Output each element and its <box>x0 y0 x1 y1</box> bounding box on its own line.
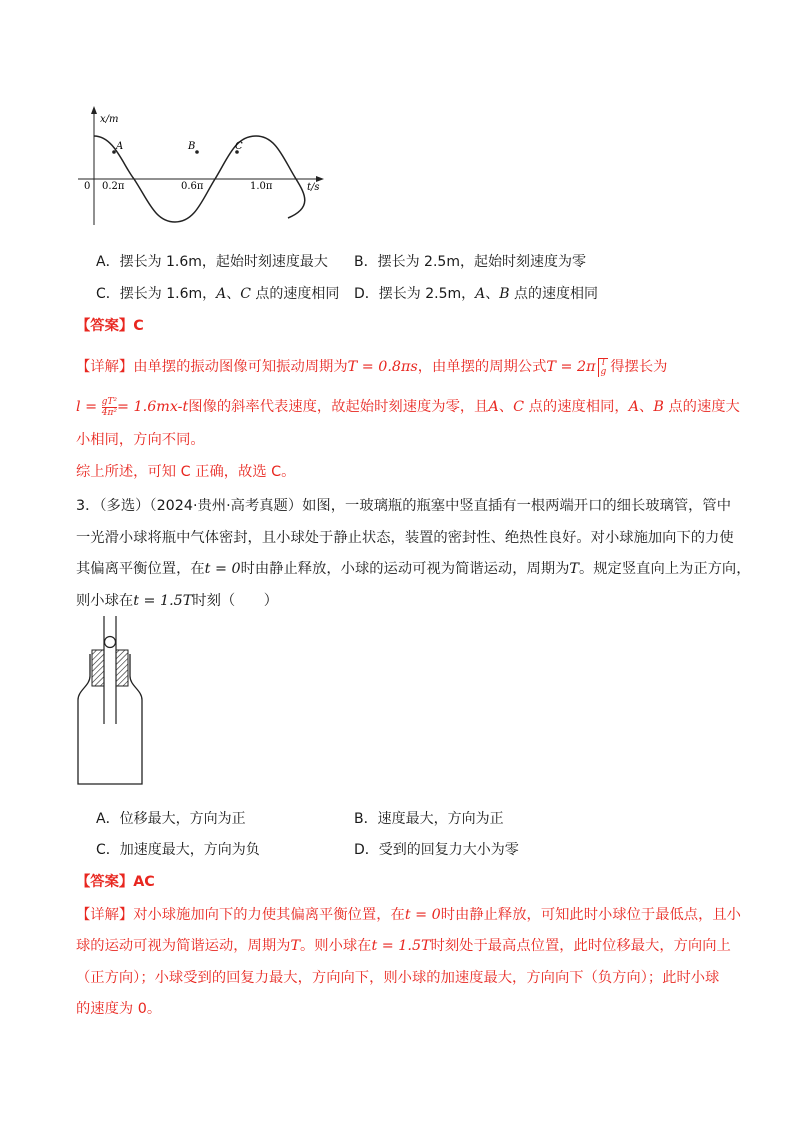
q3-detail-line-4: 的速度为 0。 <box>76 1001 162 1017</box>
origin-label: 0 <box>84 181 91 192</box>
q2-summary: 综上所述，可知 C 正确，故选 C。 <box>76 464 296 480</box>
x-axis-label: t/s <box>307 182 320 193</box>
q3-answer: 【答案】AC <box>76 874 155 890</box>
vibration-graph <box>70 100 330 225</box>
point-label-a: A <box>116 141 124 152</box>
q3-option-b: B．速度最大，方向为正 <box>354 811 504 827</box>
fraction-gT2-4pi2: $\frac{\text{gT²}}{\text{4π²}}$ <box>101 396 118 418</box>
q3-option-a: A．位移最大，方向为正 <box>96 811 246 827</box>
q2-option-b: B．摆长为 2.5m，起始时刻速度为零 <box>354 254 586 270</box>
sqrt-l-over-g: l g <box>598 358 609 377</box>
point-b <box>195 150 199 154</box>
q3-stem-line-4: 则小球在t = 1.5T时刻（ ） <box>76 593 279 609</box>
tick-label-1.0pi: 1.0π <box>250 181 273 192</box>
q2-option-d: D．摆长为 2.5m，A、B 点的速度相同 <box>354 286 599 302</box>
point-label-b: B <box>188 141 196 152</box>
q2-option-a: A．摆长为 1.6m，起始时刻速度最大 <box>96 254 328 270</box>
q2-detail-line-1: 【详解】由单摆的振动图像可知振动周期为T = 0.8πs，由单摆的周期公式T = 2π l g 得摆长为 <box>76 357 668 377</box>
bottle-figure <box>70 614 150 786</box>
q3-option-c: C．加速度最大，方向为负 <box>96 842 260 858</box>
q3-stem-line-2: 一光滑小球将瓶中气体密封，且小球处于静止状态，装置的密封性、绝热性良好。对小球施加向下的力使 <box>76 530 734 546</box>
q2-option-c: C．摆长为 1.6m，A、C 点的速度相同 <box>96 286 340 302</box>
y-axis-label: x/m <box>100 114 119 125</box>
q3-detail-line-2: 球的运动可视为简谐运动，周期为T。则小球在t = 1.5T时刻处于最高点位置，此时位移最大，方向向上 <box>76 938 731 954</box>
q3-detail-line-3: （正方向）；小球受到的回复力最大，方向向下，则小球的加速度最大，方向向下（负方向）；此时小球 <box>76 970 720 986</box>
q3-detail-line-1: 【详解】对小球施加向下的力使其偏离平衡位置，在t = 0时由静止释放，可知此时小球位于最低点，且小 <box>76 907 741 923</box>
q3-option-d: D．受到的回复力大小为零 <box>354 842 519 858</box>
tick-label-0.2pi: 0.2π <box>102 181 125 192</box>
point-label-c: C <box>235 141 243 152</box>
q3-stem-line-1: 3．（多选）（2024·贵州·高考真题）如图，一玻璃瓶的瓶塞中竖直插有一根两端开口的细长玻璃管，管中 <box>76 498 732 514</box>
tick-label-0.6pi: 0.6π <box>181 181 204 192</box>
q2-detail-line-2: l = $\frac{\text{gT²}}{\text{4π²}}$ = 1.6mx-t图像的斜率代表速度，故起始时刻速度为零，且A、C 点的速度相同，A、B 点的速度大 <box>76 396 740 418</box>
ball <box>105 637 116 648</box>
q2-detail-line-3: 小相同，方向不同。 <box>76 432 205 448</box>
q3-stem-line-3: 其偏离平衡位置，在t = 0时由静止释放，小球的运动可视为简谐运动，周期为T。规定竖直向上为正方向， <box>76 561 751 577</box>
q2-answer: 【答案】C <box>76 318 144 334</box>
